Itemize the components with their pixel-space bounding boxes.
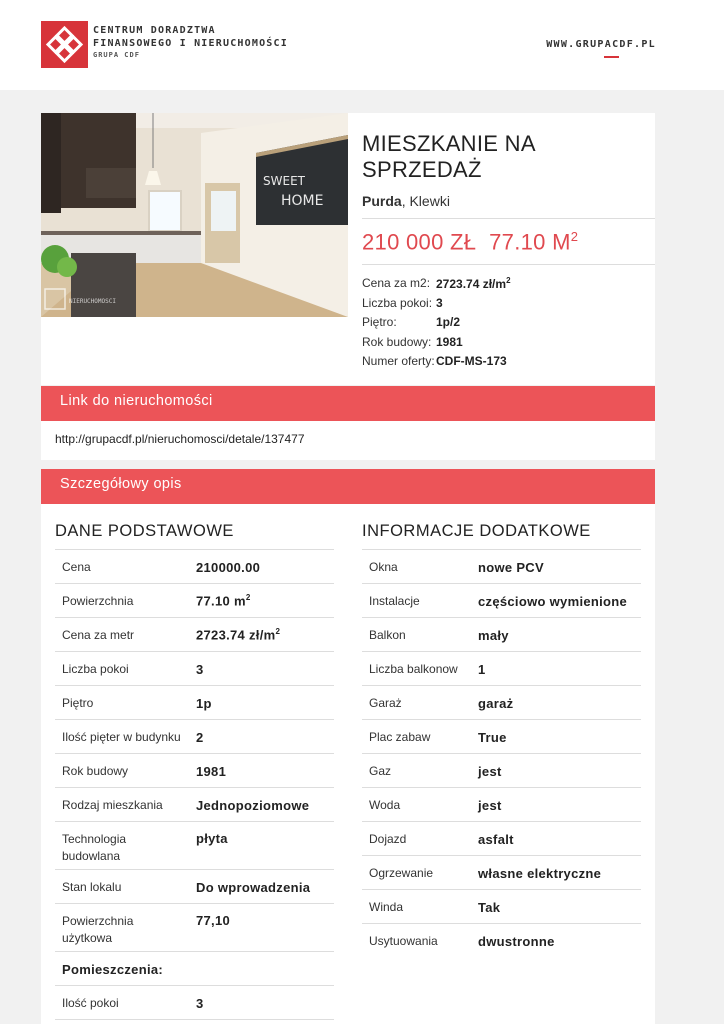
listing-title <box>362 131 655 183</box>
row-value: 3 <box>196 996 204 1011</box>
summary-label: Cena za m2: <box>362 276 431 291</box>
table-row <box>362 583 641 617</box>
row-value: asfalt <box>478 832 514 847</box>
row-value: częściowo wymienione <box>478 594 628 609</box>
row-label: Woda <box>369 798 401 812</box>
divider <box>362 264 655 265</box>
row-label: Piętro <box>62 696 94 710</box>
location-city: Purda <box>362 193 402 209</box>
summary-row <box>362 332 655 352</box>
table-row <box>55 869 334 903</box>
page-header <box>0 0 724 90</box>
summary-label: Liczba pokoi: <box>362 295 433 310</box>
row-label: Technologia budowlana <box>62 832 127 863</box>
table-row <box>55 685 334 719</box>
basic-data-table <box>55 549 334 1020</box>
table-row <box>55 651 334 685</box>
logo-line-1: CENTRUM DORADZTWA <box>93 25 216 36</box>
table-row <box>362 889 641 923</box>
listing-title-line-2: SPRZEDAŻ <box>362 157 482 182</box>
table-row <box>362 855 641 889</box>
row-value: 210000.00 <box>196 560 261 575</box>
row-label: Cena za metr <box>62 628 135 642</box>
location-district: Klewki <box>409 193 450 209</box>
description-section-header: Szczegółowy opis <box>41 469 655 504</box>
summary-value: CDF-MS-173 <box>436 354 507 369</box>
listing-card <box>41 113 655 385</box>
table-row <box>362 685 641 719</box>
table-row <box>362 719 641 753</box>
row-value: płyta <box>196 831 228 846</box>
row-label: Stan lokalu <box>62 880 122 894</box>
row-value: garaż <box>478 696 514 711</box>
listing-info <box>362 113 655 371</box>
row-label: Liczba pokoi <box>62 662 129 676</box>
row-label: Instalacje <box>369 594 420 608</box>
row-value: 77,10 <box>196 913 231 928</box>
table-row <box>55 583 334 617</box>
company-name <box>93 24 288 59</box>
summary-label: Piętro: <box>362 315 397 330</box>
row-label: Plac zabaw <box>369 730 431 744</box>
price-line <box>362 229 655 255</box>
row-value: jest <box>478 764 502 779</box>
website-link-underline <box>604 56 619 58</box>
row-label: Powierzchnia użytkowa <box>62 914 134 945</box>
summary-row <box>362 293 655 313</box>
row-value: 1p <box>196 696 212 711</box>
table-row <box>362 821 641 855</box>
table-row <box>55 787 334 821</box>
photo-sign-line-1: SWEET <box>263 174 305 188</box>
area-exponent: 2 <box>570 229 579 244</box>
table-row <box>55 617 334 651</box>
row-value: Tak <box>478 900 501 915</box>
summary-value: 1p/2 <box>436 315 461 330</box>
table-row <box>55 903 334 951</box>
row-label: Powierzchnia <box>62 594 134 608</box>
row-label: Cena <box>62 560 91 574</box>
row-label: Liczba balkonow <box>369 662 458 676</box>
table-bottom-border <box>55 1019 334 1020</box>
additional-info-table <box>362 549 641 957</box>
rooms-subheading-row <box>55 951 334 985</box>
row-value: 3 <box>196 662 204 677</box>
summary-row <box>362 351 655 371</box>
row-value: 2723.74 $zł/m^2$ <box>196 627 281 643</box>
summary-value: 1981 <box>436 334 463 349</box>
row-value: 77.10 $m^2$ <box>196 593 251 609</box>
summary-row <box>362 273 655 293</box>
row-value: Jednopoziomowe <box>196 798 310 813</box>
row-label: Garaż <box>369 696 402 710</box>
basic-data-heading: DANE PODSTAWOWE <box>55 522 234 540</box>
row-label: Rodzaj mieszkania <box>62 798 163 812</box>
company-logo-icon[interactable] <box>41 21 88 68</box>
row-label: Okna <box>369 560 398 574</box>
table-row <box>362 549 641 583</box>
summary-value: 2723.74 $zł/m^2$ <box>436 275 511 291</box>
listing-title-line-1: MIESZKANIE NA <box>362 131 536 156</box>
row-value: dwustronne <box>478 934 555 949</box>
row-value: własne elektryczne <box>478 866 602 881</box>
summary-label: Rok budowy: <box>362 334 432 349</box>
logo-line-3: GRUPA CDF <box>93 51 140 59</box>
table-row <box>362 753 641 787</box>
table-row <box>362 617 641 651</box>
listing-summary <box>362 273 655 371</box>
row-label: Dojazd <box>369 832 407 846</box>
table-row <box>55 549 334 583</box>
photo-watermark: NIERUCHOMOŚCI <box>69 298 116 305</box>
website-link[interactable]: WWW.GRUPACDF.PL <box>546 39 656 50</box>
row-value: nowe PCV <box>478 560 544 575</box>
row-label: Ilość pokoi <box>62 996 119 1010</box>
property-url-link[interactable]: http://grupacdf.pl/nieruchomosci/detale/137477 <box>55 432 305 446</box>
summary-row <box>362 312 655 332</box>
row-value: Do wprowadzenia <box>196 880 311 895</box>
divider <box>362 218 655 219</box>
logo-line-2: FINANSOWEGO I NIERUCHOMOŚCI <box>93 38 288 49</box>
table-row <box>55 985 334 1019</box>
row-label: Rok budowy <box>62 764 129 778</box>
row-value: jest <box>478 798 502 813</box>
photo-sign-line-2: HOME <box>281 193 324 209</box>
summary-value: 3 <box>436 295 443 310</box>
table-row <box>55 753 334 787</box>
price-value: 210 000 ZŁ <box>362 229 477 255</box>
row-label: Balkon <box>369 628 406 642</box>
row-value: 1 <box>478 662 486 677</box>
row-label: Gaz <box>369 764 392 778</box>
row-label: Ogrzewanie <box>369 866 434 880</box>
table-row <box>362 787 641 821</box>
rooms-subheading: Pomieszczenia: <box>62 962 164 977</box>
table-row <box>362 651 641 685</box>
row-label: Usytuowania <box>369 934 438 948</box>
table-row <box>55 719 334 753</box>
row-value: True <box>478 730 507 745</box>
row-label: Ilość pięter w budynku <box>62 730 181 744</box>
listing-location: Purda, Klewki <box>362 193 450 209</box>
table-row <box>55 821 334 869</box>
link-section-body <box>41 421 655 460</box>
description-section-body <box>41 504 655 1024</box>
property-photo[interactable] <box>41 113 348 317</box>
additional-info-heading: INFORMACJE DODATKOWE <box>362 522 591 540</box>
link-section-header: Link do nieruchomości <box>41 386 655 421</box>
summary-label: Numer oferty: <box>362 354 435 369</box>
row-value: 1981 <box>196 764 227 779</box>
table-row <box>362 923 641 957</box>
row-value: 2 <box>196 730 204 745</box>
row-value: mały <box>478 628 509 643</box>
area-value: 77.10 M <box>489 229 571 255</box>
row-label: Winda <box>369 900 404 914</box>
